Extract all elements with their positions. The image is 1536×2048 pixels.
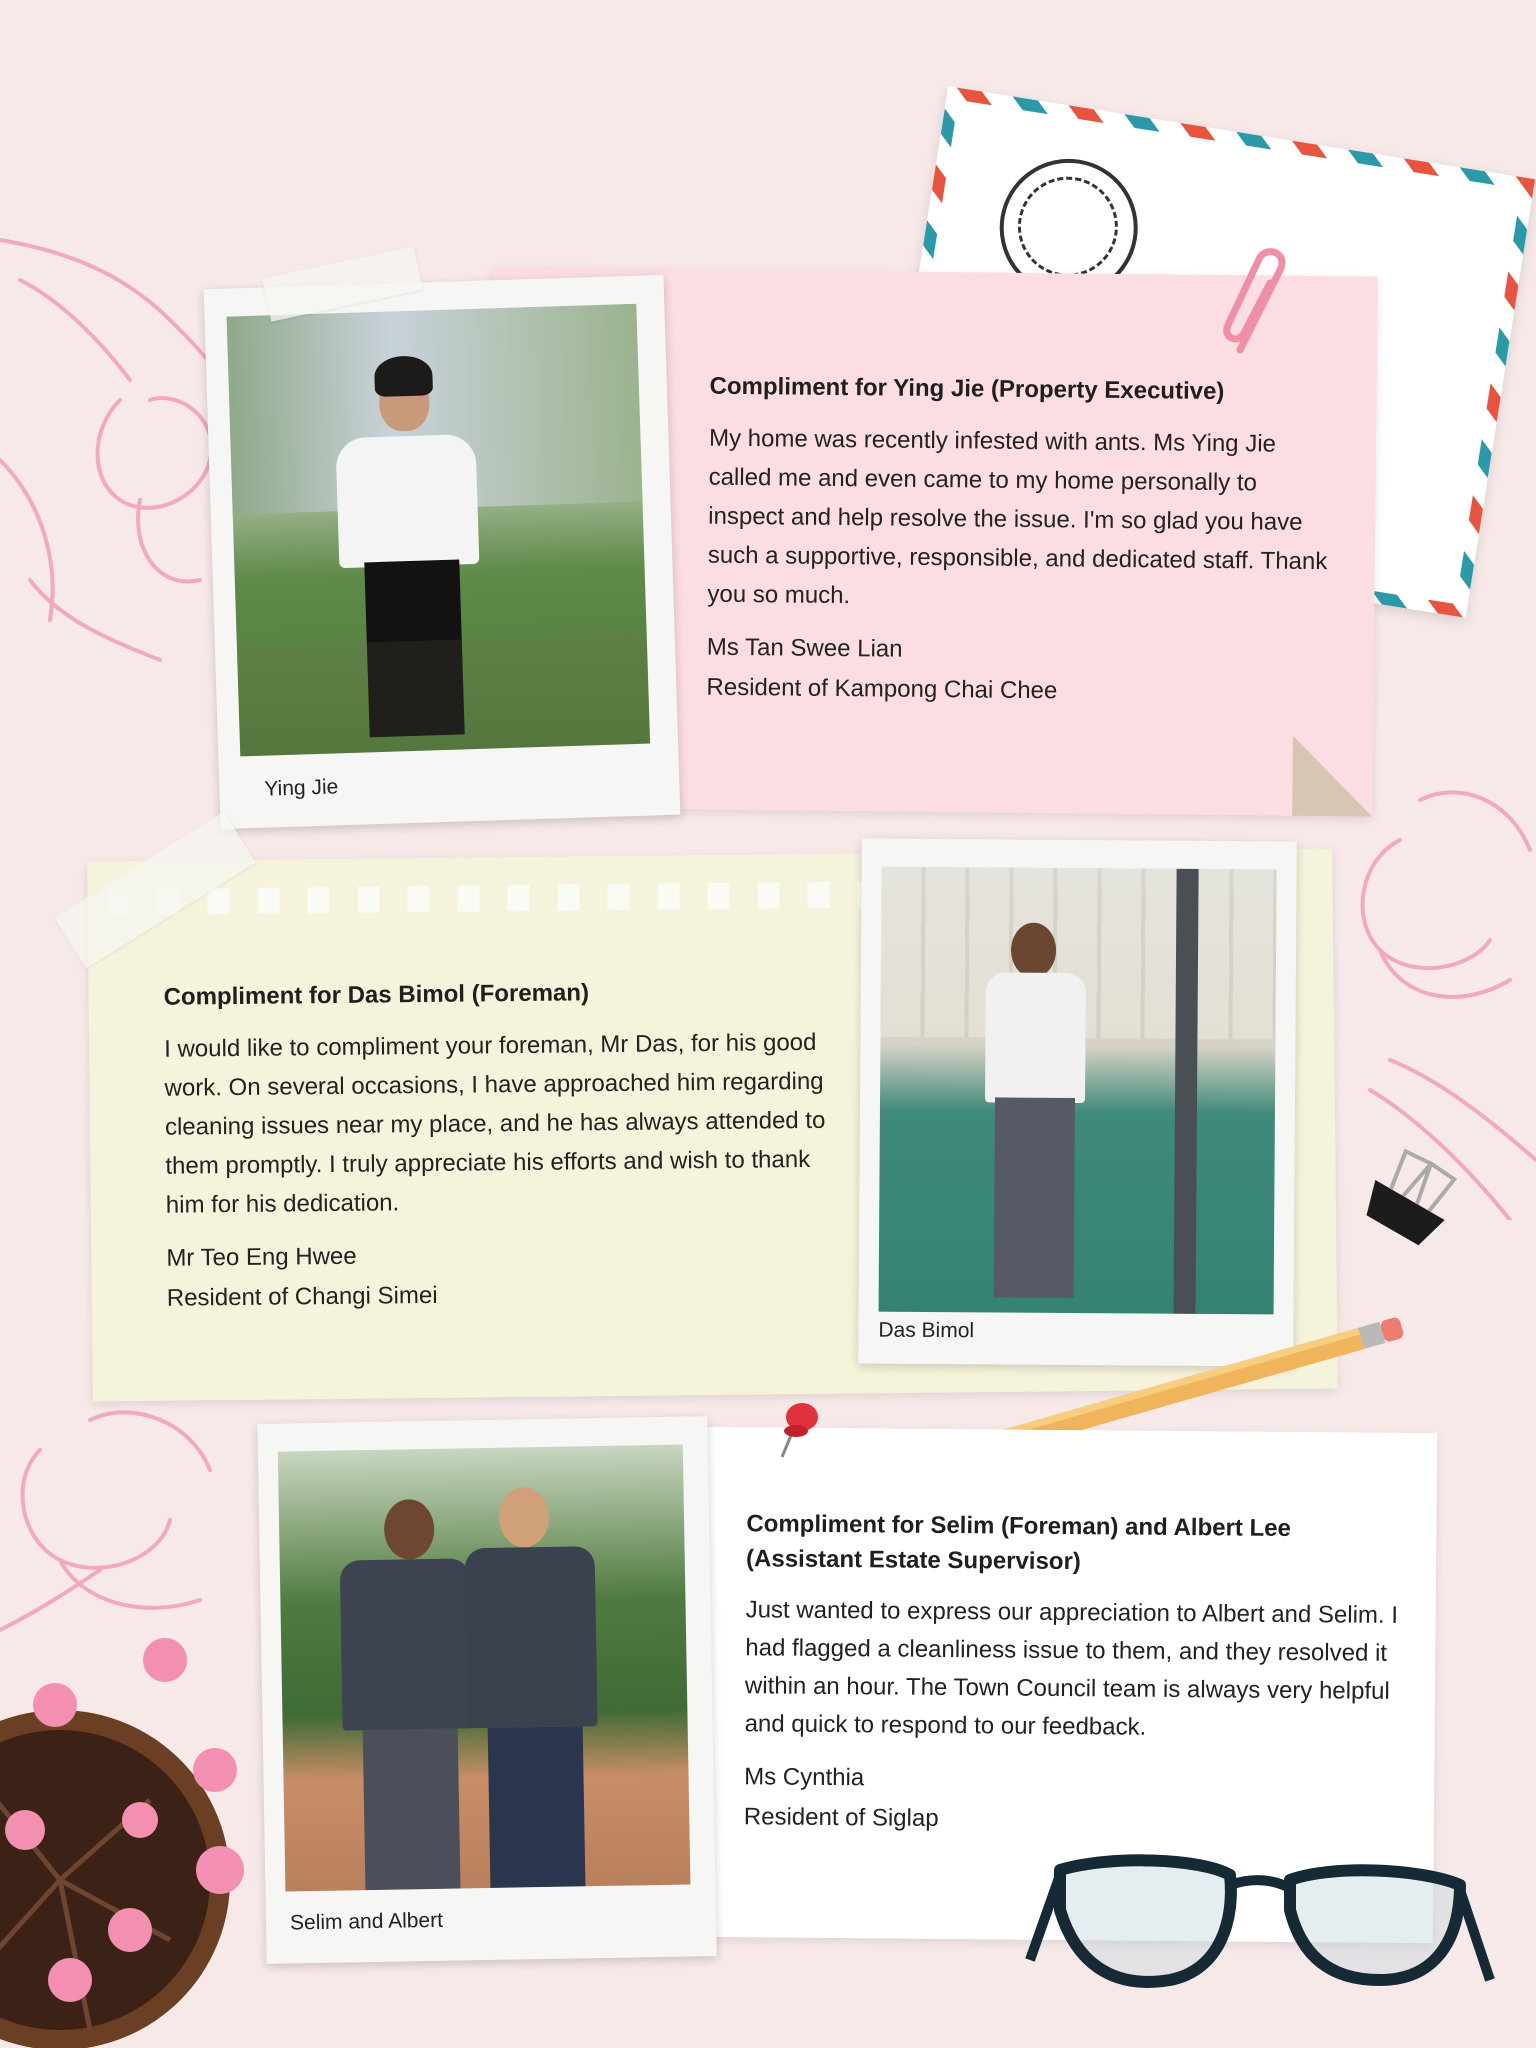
page-curl	[1292, 736, 1373, 817]
flower-pot-icon	[0, 1620, 260, 2048]
photo-das-bimol	[879, 867, 1277, 1315]
photo-selim-albert	[278, 1445, 691, 1892]
compliment-title: Compliment for Selim (Foreman) and Albert Lee (Assistant Estate Supervisor)	[745, 1510, 1292, 1575]
signer-name: Mr Teo Eng Hwee	[166, 1242, 357, 1272]
binder-clip-icon	[1350, 1140, 1470, 1260]
paperclip-icon	[1220, 245, 1300, 360]
pushpin-icon	[770, 1395, 830, 1465]
photo-caption: Das Bimol	[878, 1318, 975, 1343]
compliment-body: My home was recently infested with ants. Ms Ying Jie called me and even came to my home personally to inspect and help resolve the issue. I'm so glad you have such a supportive, responsible, and dedicated staff. Thank you so much.	[707, 424, 1328, 609]
compliment-title: Compliment for Das Bimol (Foreman)	[163, 979, 590, 1011]
compliment-title: Compliment for Ying Jie (Property Executive)	[709, 372, 1225, 406]
photo-ying-jie	[227, 304, 651, 757]
signer-name: Ms Cynthia	[744, 1762, 865, 1791]
compliment-body: I would like to compliment your foreman, Mr Das, for his good work. On several occasions, I have approached him regarding cleaning issues near my place, and he has always attended to them promptly. I truly appreciate his efforts and wish to thank him for his dedication.	[164, 1028, 826, 1219]
compliment-body: Just wanted to express our appreciation to Albert and Selim. I had flagged a cleanliness issue to them, and they resolved it within an hour. The Town Council team is always very helpful and quick to respond to our feedback.	[744, 1595, 1399, 1741]
photo-caption: Selim and Albert	[289, 1908, 444, 1935]
polaroid-das-bimol	[858, 838, 1297, 1366]
signer-detail: Resident of Siglap	[743, 1802, 939, 1832]
signer-name: Ms Tan Swee Lian	[706, 633, 903, 663]
notebook-holes	[107, 881, 867, 915]
glasses-icon	[1020, 1830, 1500, 2010]
signer-detail: Resident of Changi Simei	[166, 1281, 438, 1312]
photo-caption: Ying Jie	[264, 775, 339, 801]
polaroid-selim-albert	[257, 1416, 716, 1964]
signer-detail: Resident of Kampong Chai Chee	[706, 673, 1058, 705]
polaroid-ying-jie	[204, 275, 681, 829]
